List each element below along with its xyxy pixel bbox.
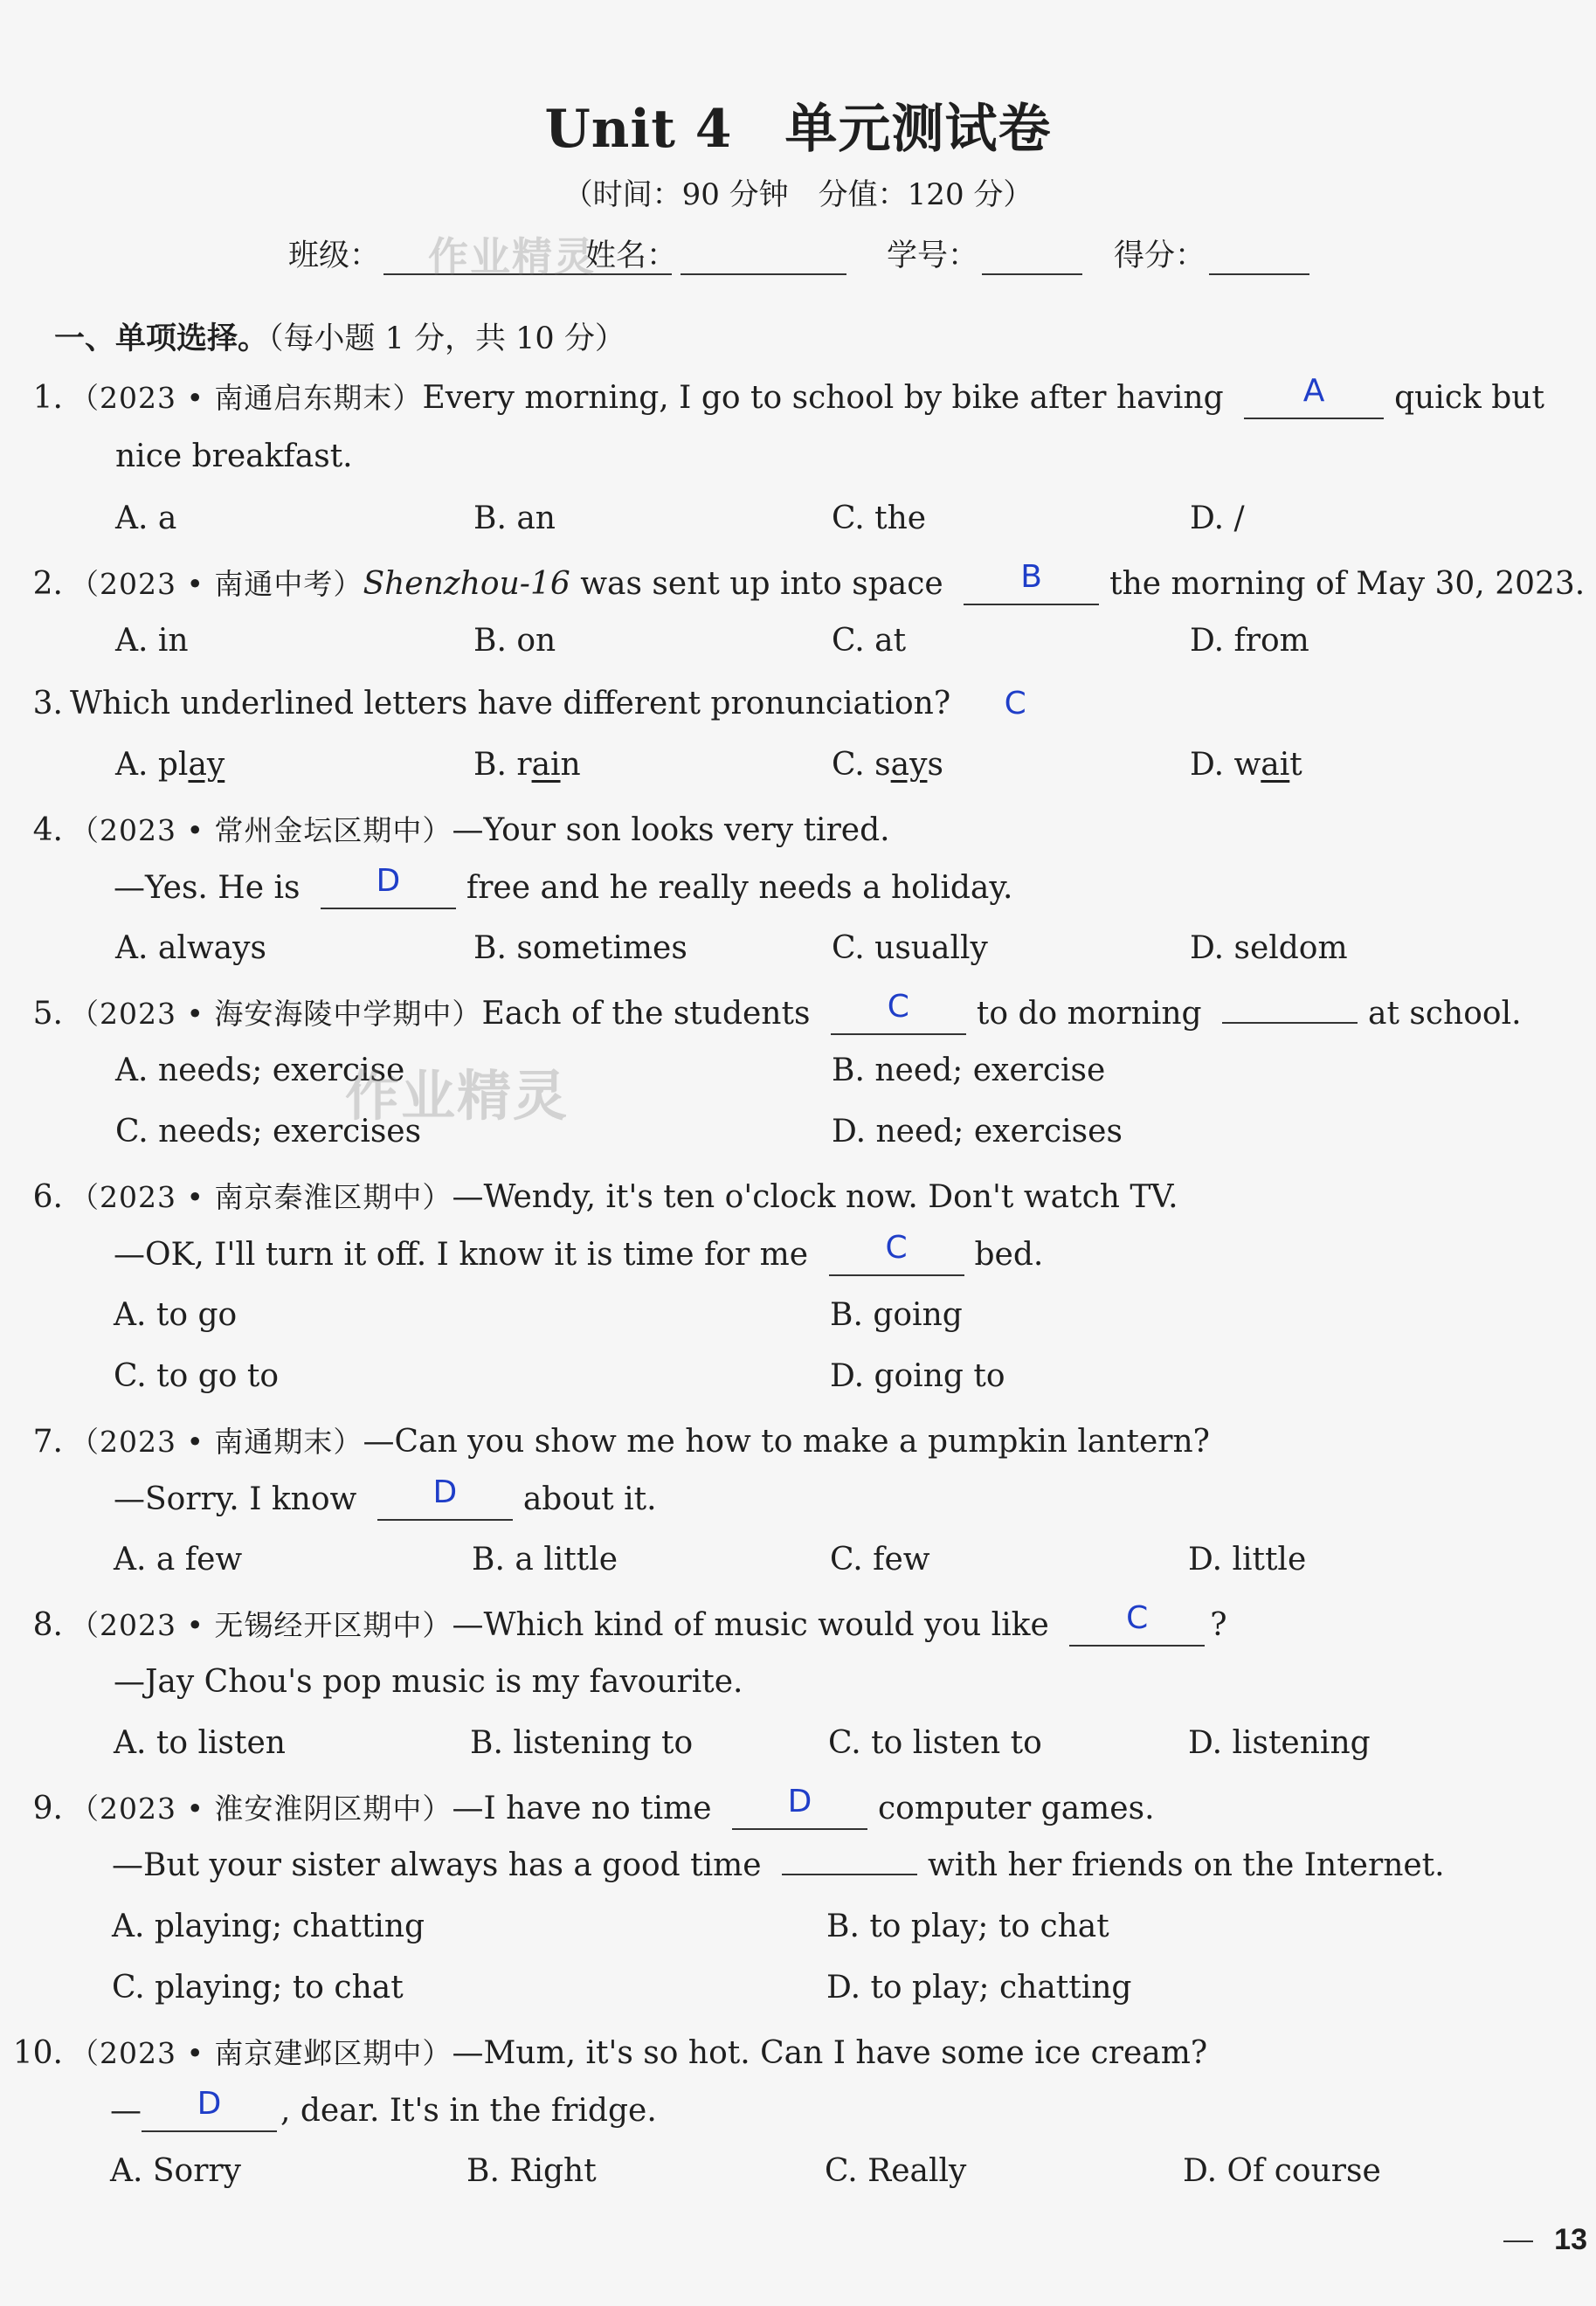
q2-source: （2023 • 南通中考） [70,567,363,601]
q3-option-c-pre: s [874,747,891,783]
q6-answer-blank[interactable] [829,1230,964,1276]
section-header [54,314,625,358]
q10-answer: D [197,2086,222,2122]
unit-label: Unit 4 [544,99,733,160]
q4-option-b[interactable]: B. sometimes [473,930,687,966]
q9-source: （2023 • 淮安淮阴区期中） [70,1792,453,1826]
q3-option-d[interactable] [1190,747,1302,783]
q8-option-d[interactable]: D. listening [1188,1725,1371,1761]
score-label: 得分： [1114,238,1206,273]
q6-text-c: bed. [974,1237,1044,1273]
q3-option-b-pre: r [516,747,532,783]
q4-number: 4. [32,812,63,848]
q10-option-c[interactable]: C. Really [825,2153,967,2189]
q1-line2: nice breakfast. [115,438,353,474]
q8-source: （2023 • 无锡经开区期中） [70,1608,453,1642]
q4-text-c: free and he really needs a holiday. [466,870,1013,906]
q9-answer-blank[interactable] [732,1784,867,1830]
name-label: 姓名： [585,238,678,273]
watermark-top: 作业精灵 [428,233,596,280]
class-label: 班级： [288,238,381,273]
q7-line2 [114,1474,657,1521]
q9-second-blank[interactable] [782,1874,917,1875]
q8-answer-blank[interactable] [1069,1600,1205,1647]
q2-option-a[interactable]: A. in [115,623,189,659]
page-number-dash [1503,2240,1533,2242]
q10-text-c: , dear. It's in the fridge. [280,2093,657,2129]
q2-option-c[interactable]: C. at [832,623,907,659]
q9-line2 [112,1847,1445,1883]
q10-answer-blank[interactable] [142,2086,277,2132]
q7-source: （2023 • 南通期末） [70,1425,363,1459]
q3-option-b[interactable] [473,747,581,783]
q3-option-c-underlined: ay [890,747,928,783]
page-title [0,87,1596,162]
id-label: 学号： [887,238,979,273]
q5-answer: C [887,989,909,1025]
q2-italic: Shenzhou-16 [363,566,570,602]
page-number [1503,2223,1587,2257]
q1-option-b[interactable]: B. an [473,501,556,536]
q10-line1 [0,2031,1207,2072]
q6-option-b[interactable]: B. going [830,1297,963,1333]
q10-text: —Mum, it's so hot. Can I have some ice cream? [452,2035,1208,2071]
q4-answer-blank[interactable] [321,863,456,909]
q8-option-a[interactable]: A. to listen [114,1725,286,1761]
q10-line2 [110,2086,657,2132]
q1-answer: A [1302,373,1325,409]
q9-text-b: computer games. [878,1791,1155,1826]
q3-option-b-label: B. [473,747,517,783]
q7-option-b[interactable]: B. a little [472,1542,618,1578]
title-cn: 单元测试卷 [784,99,1052,160]
q8-text-b: ? [1210,1607,1227,1643]
q7-number: 7. [32,1424,63,1460]
q3-option-c-label: C. [832,747,875,783]
q3-answer: C [1004,686,1026,721]
name-blank[interactable] [681,244,846,275]
q8-answer: C [1126,1600,1149,1636]
q4-option-c[interactable]: C. usually [832,930,988,966]
q1-source: （2023 • 南通启东期末） [70,381,423,415]
q4-option-d[interactable]: D. seldom [1190,930,1348,966]
watermark-middle: 作业精灵 [345,1064,570,1128]
q6-line1 [0,1175,1178,1216]
q6-line2 [114,1230,1044,1276]
q10-option-a[interactable]: A. Sorry [110,2153,241,2189]
q6-text-b: —OK, I'll turn it off. I know it is time for me [114,1237,809,1273]
q9-line1 [0,1786,1155,1830]
section-note: （每小题 1 分，共 10 分） [268,321,625,356]
q10-text-b: — [110,2093,142,2129]
q2-option-b[interactable]: B. on [473,623,556,659]
q5-text: Each of the students [481,996,811,1032]
q1-number: 1. [32,380,63,416]
q2-line1 [0,559,1586,605]
q4-text: —Your son looks very tired. [452,812,890,848]
q6-option-d[interactable]: D. going to [830,1358,1005,1394]
q6-answer: C [885,1230,908,1266]
q10-source: （2023 • 南京建邺区期中） [70,2036,453,2070]
q1-option-d[interactable]: D. / [1190,501,1245,536]
q10-number: 10. [12,2035,63,2071]
q3-option-a-label: A. [115,747,158,783]
q2-answer: B [1020,559,1042,595]
q5-number: 5. [32,996,63,1032]
q4-source: （2023 • 常州金坛区期中） [70,813,453,847]
q10-option-b[interactable]: B. Right [466,2153,597,2189]
q8-option-b[interactable]: B. listening to [470,1725,694,1761]
q5-source: （2023 • 海安海陵中学期中） [70,997,482,1031]
q7-answer: D [432,1474,458,1510]
q8-number: 8. [32,1607,63,1643]
q1-option-c[interactable]: C. the [832,501,927,536]
q3-option-d-label: D. [1190,747,1234,783]
q1-text: Every morning, I go to school by bike after having [422,380,1224,416]
q7-option-d[interactable]: D. little [1188,1542,1307,1578]
q1-text-b: quick but [1394,380,1544,416]
q4-option-a[interactable]: A. always [115,930,266,966]
q2-text: was sent up into space [580,566,943,602]
q9-option-c[interactable]: C. playing; to chat [112,1970,404,2006]
q9-answer: D [787,1784,812,1819]
q5-answer-blank[interactable] [831,989,966,1035]
id-blank[interactable] [982,244,1082,275]
q1-answer-blank[interactable] [1244,373,1384,419]
q3-option-d-post: t [1289,747,1302,783]
q1-line1 [0,373,1544,419]
id-field[interactable] [887,231,1082,275]
page-number-value: 13 [1554,2223,1587,2256]
q7-option-c[interactable]: C. few [830,1542,930,1578]
q4-line1 [0,808,890,849]
q3-line1 [0,686,1026,721]
q3-option-d-pre: w [1233,747,1261,783]
q3-option-a[interactable] [115,747,225,783]
q6-source: （2023 • 南京秦淮区期中） [70,1180,453,1214]
q7-text-c: about it. [522,1481,657,1517]
q3-option-c[interactable] [832,747,943,783]
q7-answer-blank[interactable] [377,1474,513,1521]
q3-option-b-underlined: ai [531,747,561,783]
q5-option-a[interactable]: A. needs; exercise [115,1053,405,1088]
q5-second-blank[interactable] [1222,1022,1358,1024]
section-title: 一、单项选择。 [54,321,269,356]
q3-option-a-pre: pl [157,747,189,783]
q2-option-d[interactable]: D. from [1190,623,1309,659]
q9-text-d: with her friends on the Internet. [928,1847,1445,1883]
q6-number: 6. [32,1179,63,1215]
name-field[interactable] [585,231,846,275]
q3-option-c-post: s [927,747,943,783]
q1-option-a[interactable]: A. a [115,501,177,536]
q8-option-c[interactable]: C. to listen to [828,1725,1042,1761]
q6-option-a[interactable]: A. to go [114,1297,238,1333]
q9-number: 9. [32,1791,63,1826]
q2-answer-blank[interactable] [964,559,1099,605]
q4-text-b: —Yes. He is [114,870,301,906]
q9-option-a[interactable]: A. playing; chatting [112,1909,425,1944]
q3-text: Which underlined letters have different pronunciation? [70,686,951,721]
q3-option-b-post: n [560,747,581,783]
q8-line1 [0,1600,1227,1647]
q3-option-d-underlined: ai [1261,747,1290,783]
q5-line1 [0,991,1522,1035]
q4-line2 [114,863,1013,909]
score-blank[interactable] [1209,244,1309,275]
score-field[interactable] [1114,231,1309,275]
subtitle: （时间：90 分钟 分值：120 分） [563,177,1033,212]
q9-option-d[interactable]: D. to play; chatting [826,1970,1132,2006]
q9-text: —I have no time [452,1791,712,1826]
q9-text-c: —But your sister always has a good time [112,1847,762,1883]
q7-text-b: —Sorry. I know [114,1481,357,1517]
q7-option-a[interactable]: A. a few [114,1542,243,1578]
q5-text-b: to do morning [976,996,1202,1032]
q8-text: —Which kind of music would you like [452,1607,1049,1643]
q3-number: 3. [32,686,63,721]
q10-option-d[interactable]: D. Of course [1183,2153,1381,2189]
q5-option-c[interactable]: C. needs; exercises [115,1114,422,1150]
q4-answer: D [376,863,401,899]
q6-text: —Wendy, it's ten o'clock now. Don't watch TV. [452,1179,1178,1215]
q5-option-d[interactable]: D. need; exercises [832,1114,1123,1150]
q5-text-c: at school. [1368,996,1522,1032]
q2-number: 2. [32,566,63,602]
q9-option-b[interactable]: B. to play; to chat [826,1909,1109,1944]
q5-option-b[interactable]: B. need; exercise [832,1053,1106,1088]
q7-line1 [0,1419,1210,1460]
q8-line2: —Jay Chou's pop music is my favourite. [114,1664,743,1700]
q2-text-b: the morning of May 30, 2023. [1109,566,1586,602]
q7-text: —Can you show me how to make a pumpkin lantern? [363,1424,1210,1460]
q6-option-c[interactable]: C. to go to [114,1358,280,1394]
q3-option-a-underlined: ay [188,747,225,783]
